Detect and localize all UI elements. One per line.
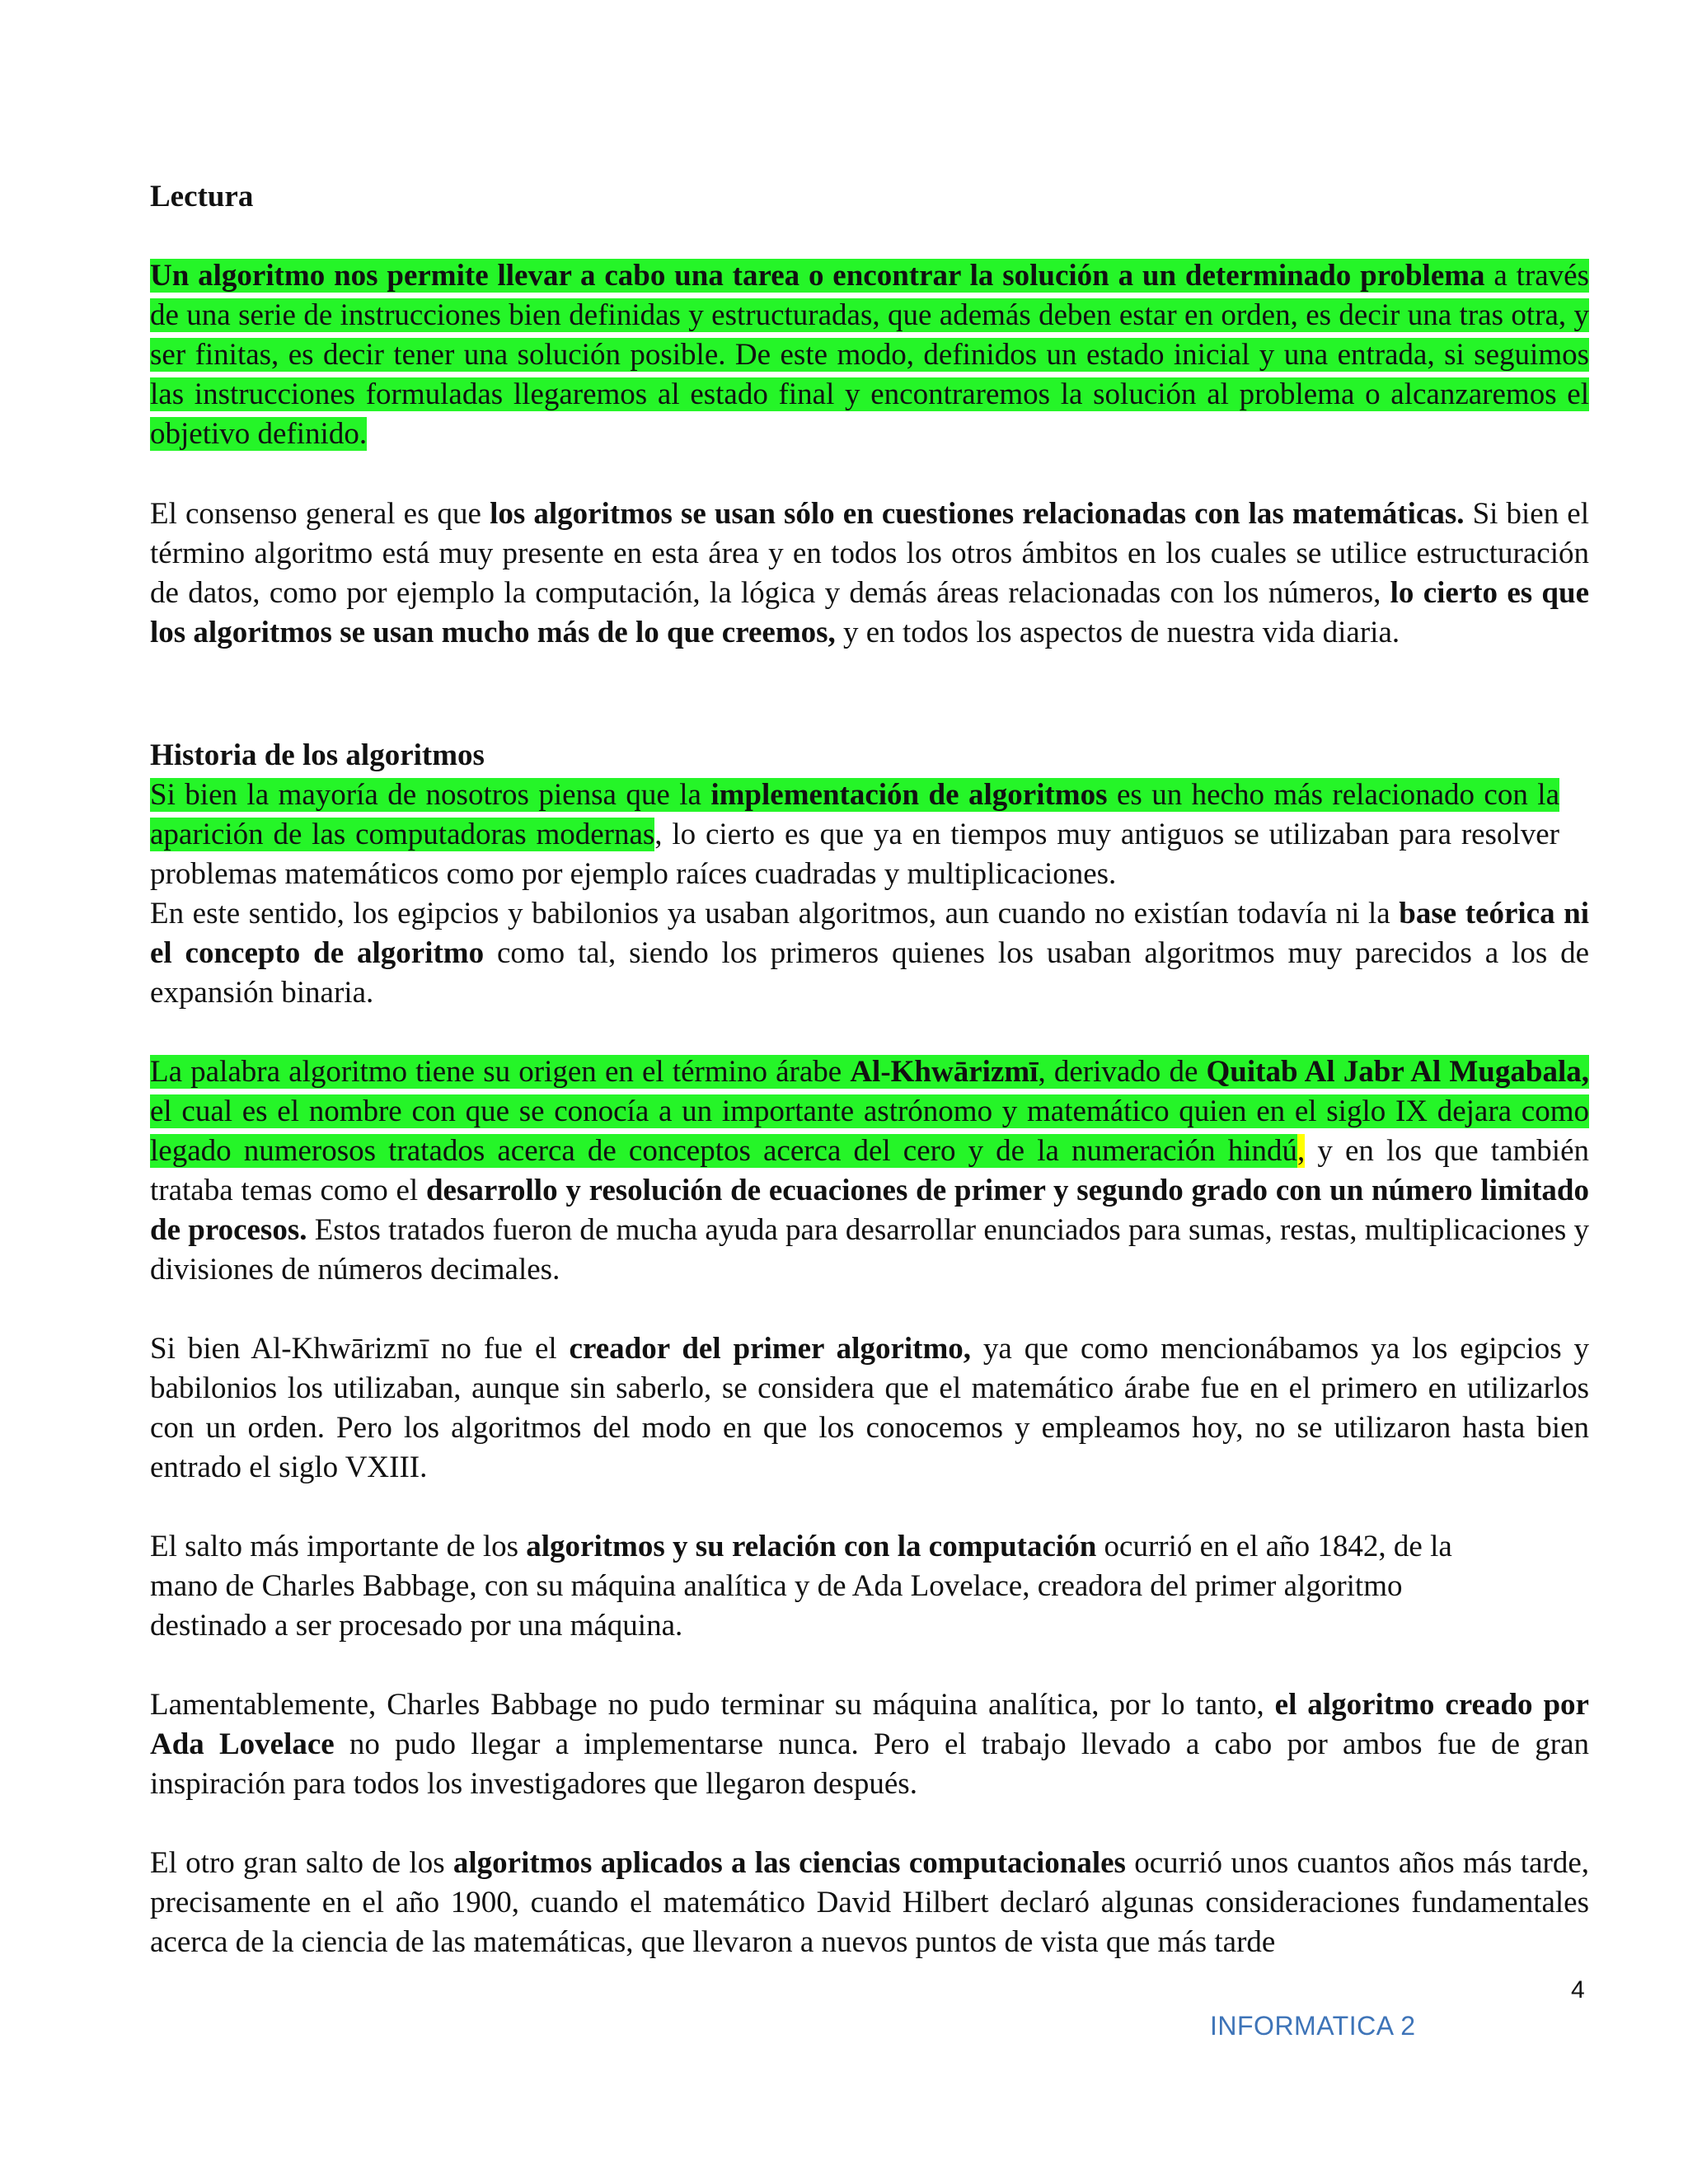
text: Si bien el término algoritmo está muy presente en esta área y en todos los otros ámbitos en los cuales se utilice estructuración de datos, como por ejemplo la computación, la lógica y demás áreas relacionadas con los números, (150, 497, 1590, 610)
highlighted-text: , derivado de (1038, 1055, 1207, 1089)
paragraph-lovelace (150, 1685, 1589, 1804)
line: mano de Charles Babbage, con su máquina analítica y de Ada Lovelace, creadora del primer algoritmo (150, 1569, 1403, 1603)
text: ocurrió unos cuantos años más tarde, precisamente en el año 1900, cuando el matemático David Hilbert declaró algunas consideraciones fundamentales acerca de la ciencia de las matemáticas, que llevaron a nuevos puntos de vista que más tarde (150, 1846, 1589, 1959)
text: El otro gran salto de los (150, 1846, 453, 1880)
bold-text: los algoritmos se usan sólo en cuestiones relacionadas con las matemáticas. (490, 497, 1465, 531)
bold-text: desarrollo y resolución de ecuaciones de primer y segundo grado con un número limitado de procesos. (150, 1174, 1589, 1247)
text: ocurrió en el año 1842, de la (1096, 1530, 1452, 1563)
bold-text: el algoritmo creado por Ada Lovelace (150, 1688, 1589, 1761)
bold-text: implementación de algoritmos (710, 778, 1108, 812)
text: y en los que también trataba temas como el (150, 1134, 1589, 1207)
line (150, 1527, 1589, 1567)
highlighted-text: La palabra algoritmo tiene su origen en el término árabe (150, 1055, 851, 1089)
yellow-highlight: , (1297, 1134, 1306, 1168)
highlighted-text: a través de una serie de instrucciones bien definidas y estructuradas, que además deben estar en orden, es decir una tras otra, y ser finitas, es decir tener una solución posible. De este modo, definidos un estado inicial y una entrada, si seguimos las instrucciones formuladas llegaremos al estado final y encontraremos la solución al problema o alcanzaremos el objetivo definido. (150, 259, 1589, 451)
text: El salto más importante de los (150, 1530, 527, 1563)
heading-lectura: Lectura (150, 180, 254, 213)
heading-history: Historia de los algoritmos (150, 738, 485, 772)
text: ya que como mencionábamos ya los egipcios y babilonios los utilizaban, aunque sin saberlo, se considera que el matemático árabe fue en el primero en utilizarlos con un orden. Pero los algoritmos del modo en que los conocemos y empleamos hoy, no se utilizaron hasta bien entrado el siglo VXIII. (150, 1332, 1589, 1484)
paragraph-origin (150, 1052, 1589, 1290)
paragraph-definition (150, 256, 1589, 454)
paragraph-consensus (150, 494, 1589, 653)
paragraph-egyptians (150, 894, 1589, 1013)
text: como tal, siendo los primeros quienes los usaban algoritmos muy parecidos a los de expansión binaria. (150, 936, 1590, 1010)
paragraph-babbage (150, 1527, 1589, 1646)
footer-label: INFORMATICA 2 (1210, 2011, 1416, 2041)
text: , lo cierto es que ya en tiempos muy antiguos se utilizaban para resolver problemas matemáticos como por ejemplo raíces cuadradas y multiplicaciones. (150, 818, 1559, 891)
bold-text: lo cierto es que los algoritmos se usan mucho más de lo que creemos, (150, 576, 1589, 649)
bold-text: base teórica ni el concepto de algoritmo (150, 897, 1590, 970)
highlighted-text: es un hecho más relacionado con la aparición de las computadoras modernas (150, 778, 1559, 851)
text: Lamentablemente, Charles Babbage no pudo terminar su máquina analítica, por lo tanto, (150, 1688, 1275, 1722)
page-number: 4 (1571, 1976, 1585, 2004)
bold-text: Al-Khwārizmī (850, 1055, 1039, 1089)
highlighted-text: el cual es el nombre con que se conocía a un importante astrónomo y matemático quien en el siglo IX dejara como legado numerosos tratados acerca de conceptos acerca del cero y de la numeración hindú (150, 1094, 1589, 1168)
text: Estos tratados fueron de mucha ayuda para desarrollar enunciados para sumas, restas, multiplicaciones y divisiones de números decimales. (150, 1213, 1590, 1286)
text: En este sentido, los egipcios y babilonios ya usaban algoritmos, aun cuando no existían todavía ni la (150, 897, 1400, 930)
bold-text: Quitab Al Jabr Al Mugabala, (1206, 1055, 1589, 1089)
paragraph-hilbert (150, 1844, 1589, 1962)
highlighted-text: Si bien la mayoría de nosotros piensa que la (150, 778, 711, 812)
line: destinado a ser procesado por una máquina. (150, 1609, 683, 1643)
bold-text: algoritmos y su relación con la computación (526, 1530, 1097, 1563)
paragraph-history-intro (150, 776, 1559, 894)
bold-text: creador del primer algoritmo, (569, 1332, 972, 1366)
paragraph-creator (150, 1329, 1589, 1488)
text: Si bien Al-Khwārizmī no fue el (150, 1332, 570, 1366)
text: y en todos los aspectos de nuestra vida diaria. (835, 616, 1400, 649)
text: no pudo llegar a implementarse nunca. Pero el trabajo llevado a cabo por ambos fue de gran inspiración para todos los investigadores que llegaron después. (150, 1727, 1589, 1801)
bold-lead: Un algoritmo nos permite llevar a cabo una tarea o encontrar la solución a un determinado problema (150, 259, 1485, 293)
bold-text: algoritmos aplicados a las ciencias computacionales (452, 1846, 1126, 1880)
text: El consenso general es que (150, 497, 490, 531)
